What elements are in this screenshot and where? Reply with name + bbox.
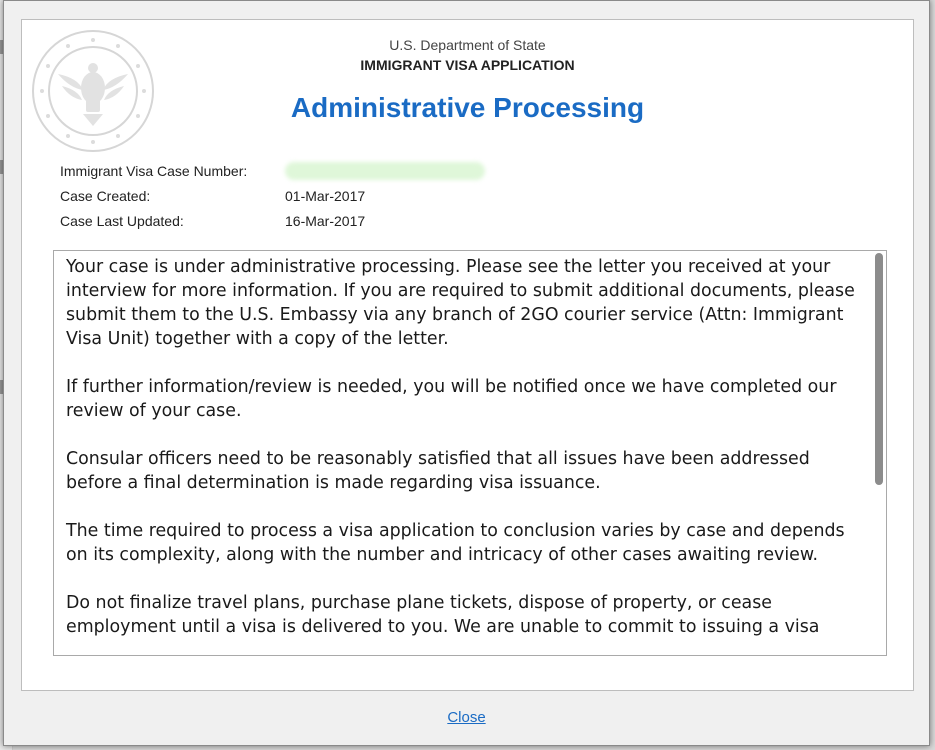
status-message-content	[66, 255, 861, 656]
close-link[interactable]: Close	[447, 709, 486, 726]
case-created-label: Case Created:	[60, 187, 151, 204]
message-paragraph: Consular officers need to be reasonably satisfied that all issues have been addressed before a final determination is made regarding visa issuance.	[66, 449, 810, 493]
case-number-label: Immigrant Visa Case Number:	[60, 162, 248, 179]
case-number-row	[60, 158, 485, 183]
department-name: U.S. Department of State	[389, 37, 546, 53]
message-paragraph: Your case is under administrative processing. Please see the letter you received at your interview for more information. If you are required to submit additional documents, please submit them to the U.S. Embassy via any branch of 2GO courier service (Attn: Immigrant Visa Unit) together with a copy of the letter.	[66, 257, 855, 349]
case-info	[60, 158, 485, 233]
modal-dialog	[3, 0, 930, 746]
content-panel	[21, 19, 914, 691]
message-paragraph: Do not finalize travel plans, purchase plane tickets, dispose of property, or cease employment until a visa is delivered to you. We are unable to commit to issuing a visa	[66, 593, 820, 637]
message-scrollbar[interactable]	[872, 251, 886, 655]
case-created-value: 01-Mar-2017	[285, 187, 366, 204]
application-title: IMMIGRANT VISA APPLICATION	[360, 57, 575, 73]
case-number-redacted	[285, 162, 485, 180]
scrollbar-thumb[interactable]	[875, 253, 883, 485]
page-title: Administrative Processing	[290, 92, 645, 123]
message-paragraph: If further information/review is needed, you will be notified once we have completed our review of your case.	[66, 377, 837, 421]
case-created-row	[60, 183, 485, 208]
status-message-box[interactable]	[53, 250, 887, 656]
message-paragraph: The time required to process a visa application to conclusion varies by case and depends on its complexity, along with the number and intricacy of other cases awaiting review.	[66, 521, 845, 565]
case-updated-value: 16-Mar-2017	[285, 212, 366, 229]
case-updated-label: Case Last Updated:	[60, 212, 184, 229]
case-updated-row	[60, 208, 485, 233]
